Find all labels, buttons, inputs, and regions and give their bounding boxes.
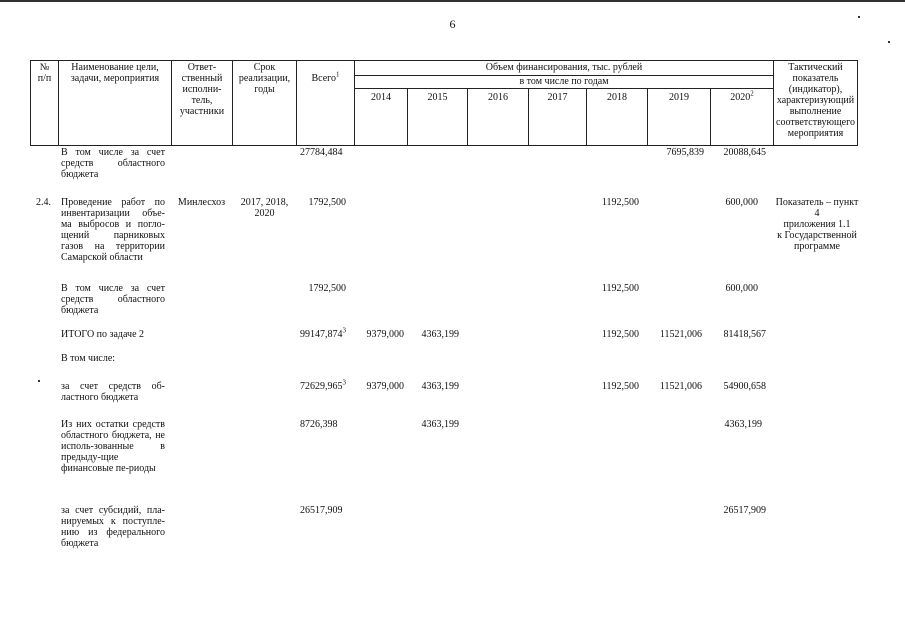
header-total: Всего$^1$ — [311, 70, 340, 84]
row-2020: 54900,658 — [723, 381, 766, 392]
row-num: 2.4. — [36, 197, 51, 208]
row-name: В том числе: — [61, 353, 116, 364]
row-2015: 4363,199 — [421, 419, 459, 430]
row-total: 1792,500 — [308, 283, 346, 294]
row-name: Из них остатки средств областного бюджета, не исполь-зованные в предыду-щие финансовые пе-риоды — [61, 419, 165, 474]
row-2018: 1192,500 — [601, 329, 639, 340]
row-2020: 600,000 — [725, 283, 758, 294]
row-2018: 1192,500 — [601, 381, 639, 392]
row-name: за счет средств об-ластного бюджета — [61, 381, 165, 403]
header-term: Срок реализации, годы — [238, 62, 291, 95]
row-indicator: Показатель – пункт 4 приложения 1.1 к Государственной программе — [775, 197, 859, 252]
row-total: 1792,500 — [308, 197, 346, 208]
row-2020: 4363,199 — [724, 419, 762, 430]
row-2020: 26517,909 — [723, 505, 766, 516]
page-number: 6 — [449, 17, 456, 31]
header-indicator: Тактический показатель (индикатор), характеризующий выполнение соответствующего мероприятия — [776, 62, 855, 139]
row-name: за счет субсидий, пла-нируемых к поступле-нию из федерального бюджета — [61, 505, 165, 549]
scan-speck — [38, 380, 40, 382]
header-year-2014: 2014 — [371, 92, 391, 103]
row-name: В том числе за счет средств областного бюджета — [61, 147, 165, 180]
row-total: 26517,909 — [300, 505, 343, 516]
row-2019: 11521,006 — [659, 329, 702, 340]
row-total: 72629,965$^3$ — [300, 378, 346, 392]
header-year-2019: 2019 — [669, 92, 689, 103]
header-by-years: в том числе по годам — [519, 76, 609, 87]
header-year-2015: 2015 — [427, 92, 448, 103]
row-2015: 4363,199 — [421, 381, 459, 392]
row-responsible: Минлесхоз — [177, 197, 226, 208]
row-2019: 11521,006 — [659, 381, 702, 392]
row-term: 2017, 2018, 2020 — [240, 197, 289, 219]
row-2014: 9379,000 — [366, 381, 404, 392]
row-2018: 1192,500 — [601, 283, 639, 294]
row-name: ИТОГО по задаче 2 — [61, 329, 145, 340]
row-total: 8726,398 — [300, 419, 338, 430]
row-total: 27784,484 — [300, 147, 343, 158]
row-2014: 9379,000 — [366, 329, 404, 340]
header-name: Наименование цели, задачи, мероприятия — [70, 62, 160, 84]
row-2020: 600,000 — [725, 197, 758, 208]
header-year-2016: 2016 — [488, 92, 508, 103]
row-name: В том числе за счет средств областного бюджета — [61, 283, 165, 316]
row-total: 99147,874$^3$ — [300, 326, 346, 340]
row-2019: 7695,839 — [666, 147, 704, 158]
header-year-2020: 2020$^2$ — [730, 89, 754, 103]
row-2015: 4363,199 — [421, 329, 459, 340]
header-year-2018: 2018 — [607, 92, 627, 103]
header-volume: Объем финансирования, тыс. рублей — [485, 62, 643, 73]
top-border — [0, 0, 905, 2]
header-responsible: Ответ- ственный исполни- тель, участники — [179, 62, 225, 117]
scan-speck — [888, 41, 890, 43]
header-year-2017: 2017 — [547, 92, 568, 103]
row-name: Проведение работ по инвентаризации объе-ма выбросов и погло-щений парниковых газов на территории Самарской области — [61, 197, 165, 263]
row-2018: 1192,500 — [601, 197, 639, 208]
row-2020: 81418,567 — [723, 329, 766, 340]
row-2020: 20088,645 — [723, 147, 766, 158]
header-num: № п/п — [37, 62, 52, 84]
